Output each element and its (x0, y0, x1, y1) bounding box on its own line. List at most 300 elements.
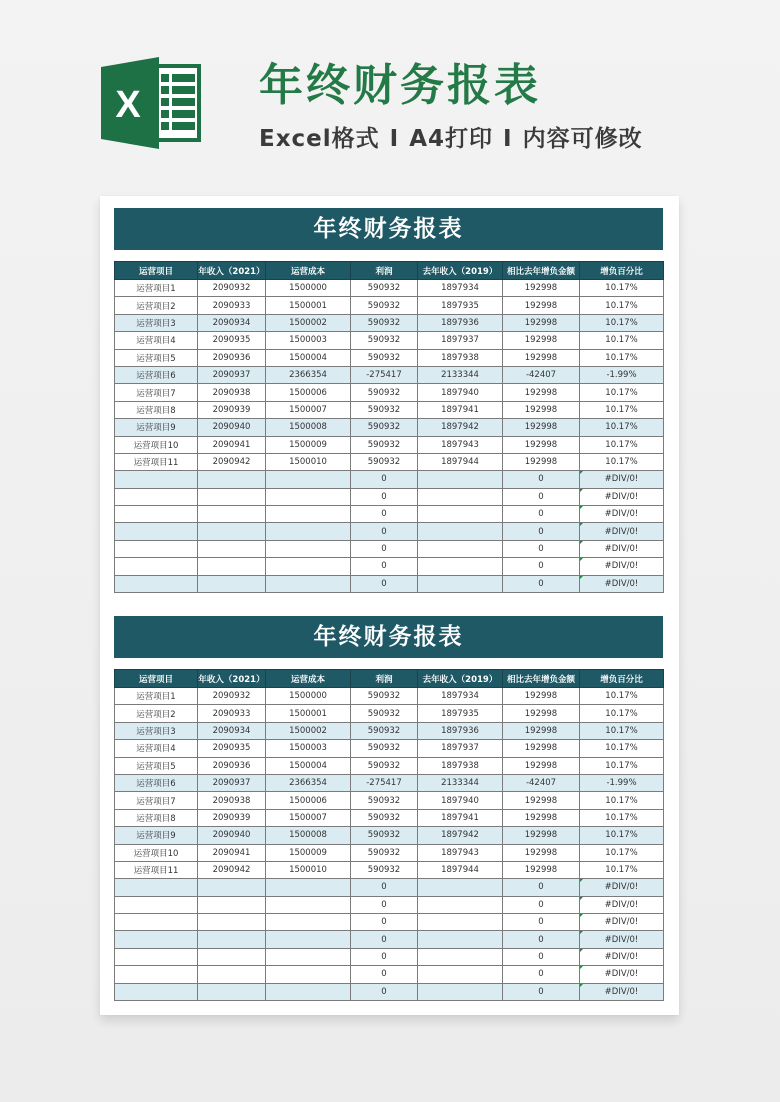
table-cell[interactable]: 1500006 (266, 792, 351, 809)
table-cell[interactable]: 10.17% (580, 809, 664, 826)
table-row (115, 314, 664, 331)
table-cell[interactable]: -1.99% (580, 774, 664, 791)
table-cell[interactable] (198, 506, 266, 523)
table-cell[interactable]: 192998 (503, 280, 580, 297)
table-cell[interactable]: 1897940 (418, 792, 503, 809)
table-cell[interactable] (418, 575, 503, 592)
table-cell[interactable]: 运营项目3 (115, 314, 198, 331)
table-cell[interactable]: #DIV/0! (580, 879, 664, 896)
table-header-row (115, 670, 664, 688)
table-cell[interactable]: 0 (503, 914, 580, 931)
table-cell[interactable]: #DIV/0! (580, 966, 664, 983)
table-cell[interactable]: 1500000 (266, 280, 351, 297)
table-cell[interactable]: 1500010 (266, 861, 351, 878)
table-cell[interactable]: 1500004 (266, 349, 351, 366)
table-cell[interactable]: 运营项目8 (115, 401, 198, 418)
table-cell[interactable] (198, 540, 266, 557)
table-cell[interactable]: 运营项目5 (115, 349, 198, 366)
table-cell[interactable]: 运营项目7 (115, 792, 198, 809)
table-cell[interactable]: 0 (503, 558, 580, 575)
table-cell[interactable]: 运营项目8 (115, 809, 198, 826)
table-cell[interactable]: 192998 (503, 861, 580, 878)
table-cell[interactable]: 运营项目7 (115, 384, 198, 401)
table-cell[interactable] (115, 506, 198, 523)
table-cell[interactable] (115, 879, 198, 896)
table-cell[interactable]: 2090938 (198, 384, 266, 401)
table-cell[interactable]: 0 (351, 471, 418, 488)
table-cell[interactable]: 590932 (351, 419, 418, 436)
table-cell[interactable]: 1897937 (418, 740, 503, 757)
table-cell[interactable]: 0 (351, 558, 418, 575)
table-cell[interactable] (418, 966, 503, 983)
table-cell[interactable]: 1500008 (266, 419, 351, 436)
table-cell[interactable] (418, 879, 503, 896)
subtitle-format: Excel格式 (259, 126, 380, 152)
table-cell[interactable]: 0 (503, 966, 580, 983)
table-cell[interactable] (418, 896, 503, 913)
table-cell[interactable] (115, 523, 198, 540)
table-cell[interactable]: 590932 (351, 844, 418, 861)
report-2 (114, 616, 663, 1001)
table-cell[interactable] (418, 948, 503, 965)
table-cell[interactable] (115, 896, 198, 913)
table-cell[interactable]: 1500009 (266, 436, 351, 453)
table-cell[interactable]: 0 (503, 488, 580, 505)
table-cell[interactable]: 2090941 (198, 436, 266, 453)
table-cell[interactable] (418, 931, 503, 948)
table-cell[interactable] (266, 540, 351, 557)
table-cell[interactable]: 0 (503, 896, 580, 913)
table-row (115, 792, 664, 809)
table-cell[interactable]: 1500007 (266, 401, 351, 418)
svg-text:X: X (115, 84, 141, 126)
table-cell[interactable]: 590932 (351, 705, 418, 722)
table-cell[interactable] (266, 558, 351, 575)
table-cell[interactable]: 2090940 (198, 419, 266, 436)
table-cell[interactable]: 10.17% (580, 827, 664, 844)
table-cell[interactable]: 590932 (351, 827, 418, 844)
table-cell[interactable]: -42407 (503, 366, 580, 383)
table-cell[interactable]: 0 (503, 523, 580, 540)
table-row (115, 506, 664, 523)
table-cell[interactable]: 2090935 (198, 740, 266, 757)
table-cell[interactable] (198, 948, 266, 965)
table-cell[interactable]: 运营项目11 (115, 453, 198, 470)
table-row (115, 896, 664, 913)
table-cell[interactable]: 1500002 (266, 314, 351, 331)
table-row (115, 861, 664, 878)
table-cell[interactable]: 590932 (351, 453, 418, 470)
table-row (115, 827, 664, 844)
table-cell[interactable]: 10.17% (580, 332, 664, 349)
table-cell[interactable]: 192998 (503, 453, 580, 470)
table-cell[interactable]: 0 (351, 983, 418, 1000)
table-cell[interactable]: 2090938 (198, 792, 266, 809)
table-cell[interactable] (198, 575, 266, 592)
table-cell[interactable]: #DIV/0! (580, 896, 664, 913)
table-cell[interactable]: 590932 (351, 401, 418, 418)
table-cell[interactable]: 1897935 (418, 297, 503, 314)
table-cell[interactable]: 2090934 (198, 314, 266, 331)
table-cell[interactable]: 192998 (503, 827, 580, 844)
table-row (115, 523, 664, 540)
table-cell[interactable]: 1897944 (418, 861, 503, 878)
table-row (115, 809, 664, 826)
table-cell[interactable]: 1500003 (266, 740, 351, 757)
table-cell[interactable]: 1500003 (266, 332, 351, 349)
table-cell[interactable]: 运营项目10 (115, 436, 198, 453)
table-cell[interactable]: 10.17% (580, 349, 664, 366)
table-cell[interactable]: 1897934 (418, 280, 503, 297)
table-cell[interactable]: 1500000 (266, 688, 351, 705)
table-cell[interactable]: 2090934 (198, 722, 266, 739)
table-cell[interactable] (198, 879, 266, 896)
table-cell[interactable]: 0 (503, 948, 580, 965)
table-cell[interactable] (115, 575, 198, 592)
table-cell[interactable]: 2090937 (198, 366, 266, 383)
table-cell[interactable]: 10.17% (580, 419, 664, 436)
table-cell[interactable] (198, 488, 266, 505)
table-cell[interactable] (115, 471, 198, 488)
table-cell[interactable]: 192998 (503, 332, 580, 349)
table-cell[interactable] (418, 471, 503, 488)
table-cell[interactable]: 192998 (503, 436, 580, 453)
table-cell[interactable] (266, 914, 351, 931)
column-header: 运营成本 (266, 262, 351, 280)
table-cell[interactable]: 192998 (503, 297, 580, 314)
table-cell[interactable] (115, 966, 198, 983)
table-cell[interactable] (266, 879, 351, 896)
table-row (115, 705, 664, 722)
table-cell[interactable] (418, 914, 503, 931)
table-row (115, 879, 664, 896)
table-cell[interactable]: 192998 (503, 792, 580, 809)
column-header: 相比去年增负金额 (503, 262, 580, 280)
table-cell[interactable]: 运营项目2 (115, 705, 198, 722)
table-cell[interactable]: 运营项目9 (115, 827, 198, 844)
table-cell[interactable]: 2090939 (198, 401, 266, 418)
table-cell[interactable]: 590932 (351, 792, 418, 809)
table-cell[interactable]: 192998 (503, 384, 580, 401)
table-cell[interactable] (198, 471, 266, 488)
table-cell[interactable]: 10.17% (580, 722, 664, 739)
table-cell[interactable] (198, 558, 266, 575)
table-cell[interactable]: 10.17% (580, 401, 664, 418)
table-cell[interactable]: 590932 (351, 809, 418, 826)
table-cell[interactable]: 192998 (503, 705, 580, 722)
table-cell[interactable]: #DIV/0! (580, 575, 664, 592)
table-cell[interactable]: 1897936 (418, 314, 503, 331)
table-cell[interactable]: 192998 (503, 349, 580, 366)
table-cell[interactable] (266, 523, 351, 540)
table-cell[interactable]: 0 (351, 540, 418, 557)
table-cell[interactable]: 2090932 (198, 280, 266, 297)
table-cell[interactable]: 192998 (503, 844, 580, 861)
table-cell[interactable]: 运营项目11 (115, 861, 198, 878)
subtitle-separator: I (503, 126, 513, 152)
table-cell[interactable]: -275417 (351, 774, 418, 791)
table-cell[interactable]: 192998 (503, 419, 580, 436)
table-cell[interactable]: #DIV/0! (580, 471, 664, 488)
table-cell[interactable]: 1897940 (418, 384, 503, 401)
table-cell[interactable]: 1897936 (418, 722, 503, 739)
table-cell[interactable]: 10.17% (580, 757, 664, 774)
table-cell[interactable]: 10.17% (580, 297, 664, 314)
table-cell[interactable]: 1897943 (418, 436, 503, 453)
table-cell[interactable] (266, 966, 351, 983)
table-row (115, 844, 664, 861)
table-cell[interactable]: 1500001 (266, 297, 351, 314)
table-cell[interactable]: 590932 (351, 280, 418, 297)
table-cell[interactable]: 10.17% (580, 792, 664, 809)
table-cell[interactable]: 1897938 (418, 349, 503, 366)
column-header: 年收入（2021） (198, 262, 266, 280)
table-cell[interactable]: 192998 (503, 740, 580, 757)
table-cell[interactable]: 运营项目2 (115, 297, 198, 314)
table-cell[interactable]: 1897938 (418, 757, 503, 774)
table-cell[interactable]: 590932 (351, 740, 418, 757)
table-cell[interactable]: 1897944 (418, 453, 503, 470)
table-cell[interactable]: 192998 (503, 757, 580, 774)
table-cell[interactable]: 2090932 (198, 688, 266, 705)
table-cell[interactable]: 1897937 (418, 332, 503, 349)
table-cell[interactable]: #DIV/0! (580, 523, 664, 540)
table-row (115, 740, 664, 757)
table-cell[interactable]: 1897935 (418, 705, 503, 722)
table-cell[interactable]: 1500009 (266, 844, 351, 861)
table-cell[interactable]: 0 (351, 896, 418, 913)
table-row (115, 948, 664, 965)
table-cell[interactable]: 1500008 (266, 827, 351, 844)
column-header: 去年收入（2019） (418, 670, 503, 688)
column-header: 运营项目 (115, 262, 198, 280)
table-cell[interactable]: 0 (503, 471, 580, 488)
table-cell[interactable]: 1897942 (418, 827, 503, 844)
table-cell[interactable]: 1897934 (418, 688, 503, 705)
table-row (115, 722, 664, 739)
table-cell[interactable]: 2090933 (198, 705, 266, 722)
table-cell[interactable]: 590932 (351, 297, 418, 314)
table-cell[interactable]: 2133344 (418, 774, 503, 791)
table-cell[interactable]: -1.99% (580, 366, 664, 383)
table-cell[interactable]: #DIV/0! (580, 948, 664, 965)
column-header: 运营成本 (266, 670, 351, 688)
table-cell[interactable]: #DIV/0! (580, 558, 664, 575)
table-cell[interactable]: 2090942 (198, 861, 266, 878)
table-cell[interactable] (266, 471, 351, 488)
table-row (115, 558, 664, 575)
table-cell[interactable]: 0 (503, 879, 580, 896)
table-cell[interactable] (266, 931, 351, 948)
table-cell[interactable]: 运营项目3 (115, 722, 198, 739)
table-cell[interactable] (198, 523, 266, 540)
table-cell[interactable] (418, 523, 503, 540)
table-cell[interactable]: 590932 (351, 384, 418, 401)
table-row (115, 540, 664, 557)
table-cell[interactable] (198, 896, 266, 913)
table-cell[interactable]: 0 (351, 523, 418, 540)
table-cell[interactable]: 590932 (351, 349, 418, 366)
table-cell[interactable]: 1897942 (418, 419, 503, 436)
table-cell[interactable]: 1897943 (418, 844, 503, 861)
table-cell[interactable]: 2090936 (198, 757, 266, 774)
table-cell[interactable]: 0 (351, 575, 418, 592)
table-row (115, 280, 664, 297)
table-cell[interactable]: 2133344 (418, 366, 503, 383)
table-cell[interactable]: 10.17% (580, 844, 664, 861)
table-row (115, 436, 664, 453)
column-header: 相比去年增负金额 (503, 670, 580, 688)
report-1 (114, 208, 663, 593)
table-cell[interactable]: 0 (351, 931, 418, 948)
table-cell[interactable]: 0 (503, 983, 580, 1000)
table-cell[interactable] (198, 966, 266, 983)
subtitle-print: A4打印 (409, 126, 494, 152)
table-cell[interactable]: 0 (351, 966, 418, 983)
table-row (115, 757, 664, 774)
table-cell[interactable]: 10.17% (580, 688, 664, 705)
table-cell[interactable]: 1500002 (266, 722, 351, 739)
table-row (115, 575, 664, 592)
table-cell[interactable]: 192998 (503, 688, 580, 705)
table-cell[interactable]: 2090933 (198, 297, 266, 314)
table-cell[interactable]: 192998 (503, 401, 580, 418)
finance-table (114, 669, 664, 1001)
table-cell[interactable]: #DIV/0! (580, 488, 664, 505)
table-cell[interactable]: 590932 (351, 688, 418, 705)
table-cell[interactable]: 590932 (351, 436, 418, 453)
table-cell[interactable] (418, 983, 503, 1000)
table-cell[interactable]: 590932 (351, 861, 418, 878)
table-row (115, 332, 664, 349)
table-cell[interactable] (266, 506, 351, 523)
table-cell[interactable]: 1500010 (266, 453, 351, 470)
table-cell[interactable] (115, 558, 198, 575)
table-cell[interactable] (418, 506, 503, 523)
table-cell[interactable]: 2366354 (266, 366, 351, 383)
table-cell[interactable]: 590932 (351, 332, 418, 349)
table-cell[interactable]: 2090937 (198, 774, 266, 791)
table-cell[interactable]: 0 (503, 575, 580, 592)
table-row (115, 966, 664, 983)
table-cell[interactable]: 2090936 (198, 349, 266, 366)
table-cell[interactable]: 运营项目4 (115, 332, 198, 349)
table-cell[interactable]: 2090940 (198, 827, 266, 844)
table-cell[interactable]: 590932 (351, 757, 418, 774)
table-cell[interactable] (266, 575, 351, 592)
table-cell[interactable]: 1500004 (266, 757, 351, 774)
table-cell[interactable] (266, 488, 351, 505)
table-cell[interactable] (115, 914, 198, 931)
column-header: 利润 (351, 262, 418, 280)
table-cell[interactable]: 1897941 (418, 401, 503, 418)
table-cell[interactable]: 10.17% (580, 436, 664, 453)
table-cell[interactable]: 运营项目6 (115, 774, 198, 791)
table-cell[interactable]: -275417 (351, 366, 418, 383)
table-cell[interactable]: 0 (503, 506, 580, 523)
table-cell[interactable]: 10.17% (580, 280, 664, 297)
table-cell[interactable]: 2090935 (198, 332, 266, 349)
table-cell[interactable]: 0 (351, 488, 418, 505)
table-cell[interactable]: 2090942 (198, 453, 266, 470)
table-cell[interactable] (115, 983, 198, 1000)
table-cell[interactable] (418, 558, 503, 575)
subtitle (259, 122, 643, 156)
table-row (115, 366, 664, 383)
table-cell[interactable]: 0 (351, 879, 418, 896)
table-cell[interactable]: #DIV/0! (580, 914, 664, 931)
table-cell[interactable] (266, 948, 351, 965)
table-cell[interactable]: 10.17% (580, 861, 664, 878)
table-cell[interactable]: 590932 (351, 314, 418, 331)
table-cell[interactable] (115, 948, 198, 965)
table-cell[interactable]: 运营项目6 (115, 366, 198, 383)
table-cell[interactable]: 0 (503, 540, 580, 557)
table-row (115, 914, 664, 931)
table-cell[interactable]: 运营项目1 (115, 280, 198, 297)
table-cell[interactable]: 10.17% (580, 740, 664, 757)
table-cell[interactable]: #DIV/0! (580, 506, 664, 523)
table-cell[interactable]: 1500006 (266, 384, 351, 401)
table-cell[interactable] (198, 931, 266, 948)
table-cell[interactable]: 0 (351, 914, 418, 931)
table-cell[interactable]: 2090939 (198, 809, 266, 826)
table-cell[interactable]: 运营项目4 (115, 740, 198, 757)
table-row (115, 688, 664, 705)
column-header: 增负百分比 (580, 262, 664, 280)
table-cell[interactable]: 0 (351, 948, 418, 965)
table-cell[interactable]: 10.17% (580, 384, 664, 401)
table-cell[interactable]: 1500007 (266, 809, 351, 826)
table-cell[interactable]: 192998 (503, 809, 580, 826)
table-cell[interactable]: 2090941 (198, 844, 266, 861)
table-cell[interactable]: 10.17% (580, 453, 664, 470)
table-cell[interactable] (115, 931, 198, 948)
table-cell[interactable]: 运营项目9 (115, 419, 198, 436)
table-cell[interactable] (418, 488, 503, 505)
subtitle-editable: 内容可修改 (522, 126, 643, 152)
table-cell[interactable] (418, 540, 503, 557)
table-cell[interactable]: 2366354 (266, 774, 351, 791)
table-row (115, 419, 664, 436)
table-cell[interactable]: 1897941 (418, 809, 503, 826)
table-cell[interactable]: 10.17% (580, 314, 664, 331)
table-cell[interactable]: 运营项目5 (115, 757, 198, 774)
table-cell[interactable]: 192998 (503, 722, 580, 739)
table-cell[interactable]: #DIV/0! (580, 540, 664, 557)
table-row (115, 774, 664, 791)
table-cell[interactable]: 192998 (503, 314, 580, 331)
table-cell[interactable] (115, 488, 198, 505)
table-cell[interactable] (115, 540, 198, 557)
table-cell[interactable]: #DIV/0! (580, 931, 664, 948)
table-cell[interactable]: 0 (351, 506, 418, 523)
page-title: 年终财务报表 (259, 60, 541, 111)
table-cell[interactable] (266, 983, 351, 1000)
table-cell[interactable]: 运营项目1 (115, 688, 198, 705)
table-cell[interactable]: 1500001 (266, 705, 351, 722)
table-cell[interactable] (198, 983, 266, 1000)
table-row (115, 401, 664, 418)
table-cell[interactable] (266, 896, 351, 913)
table-cell[interactable] (198, 914, 266, 931)
table-cell[interactable]: 0 (503, 931, 580, 948)
table-cell[interactable]: -42407 (503, 774, 580, 791)
table-cell[interactable]: 运营项目10 (115, 844, 198, 861)
table-cell[interactable]: 10.17% (580, 705, 664, 722)
table-cell[interactable]: #DIV/0! (580, 983, 664, 1000)
table-cell[interactable]: 590932 (351, 722, 418, 739)
